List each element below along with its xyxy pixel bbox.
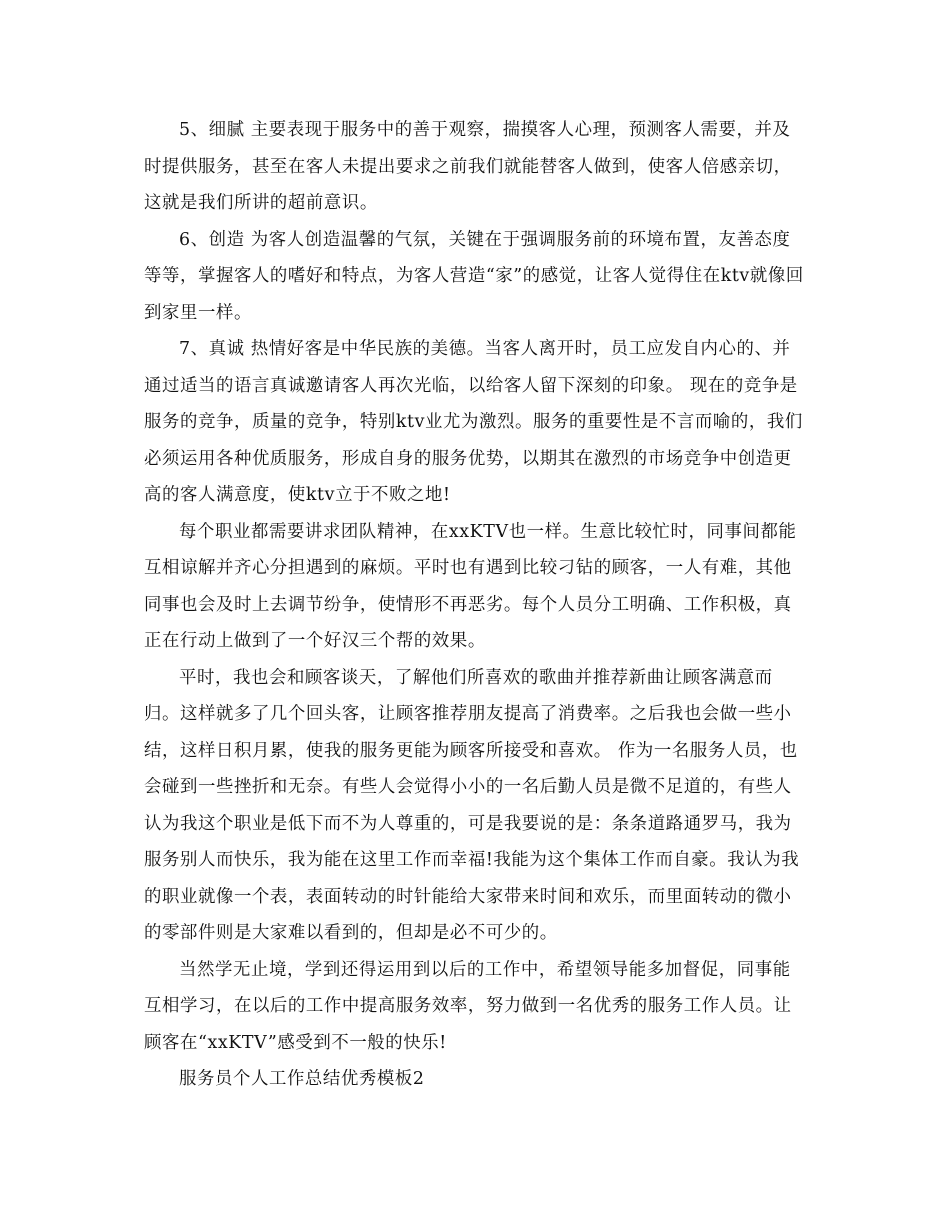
paragraph-item-7-sincere: 7、真诚 热情好客是中华民族的美德。当客人离开时，员工应发自内心的、并通过适当的语言真诚邀请客人再次光临，以给客人留下深刻的印象。 现在的竞争是服务的竞争，质量的竞争，特别ktv业尤为激烈。服务的重要性是不言而喻的，我们必须运用各种优质服务，形成自身的服务优势，以期其在激烈的市场竞争中创造更高的客人满意度，使ktv立于不败之地! xyxy=(144,339,803,505)
document-body xyxy=(144,112,806,1098)
paragraph-customer-chat: 平时，我也会和顾客谈天，了解他们所喜欢的歌曲并推荐新曲让顾客满意而归。这样就多了几个回头客，让顾客推荐朋友提高了消费率。之后我也会做一些小结，这样日积月累，使我的服务更能为顾客所接受和喜欢。 作为一名服务人员，也会碰到一些挫折和无奈。有些人会觉得小小的一名后勤人员是微不足道的，有些人认为我这个职业是低下而不为人尊重的，可是我要说的是：条条道路通罗马，我为服务别人而快乐，我为能在这里工作而幸福!我能为这个集体工作而自豪。我认为我的职业就像一个表，表面转动的时针能给大家带来时间和欢乐，而里面转动的微小的零部件则是大家难以看到的，但却是必不可少的。 xyxy=(144,667,800,943)
paragraph-conclusion: 当然学无止境，学到还得运用到以后的工作中，希望领导能多加督促，同事能互相学习，在以后的工作中提高服务效率，努力做到一名优秀的服务工作人员。让顾客在“xxKTV”感受到不一般的快乐! xyxy=(144,959,792,1053)
paragraph-item-5-delicate: 5、细腻 主要表现于服务中的善于观察，揣摸客人心理，预测客人需要，并及时提供服务，甚至在客人未提出要求之前我们就能替客人做到，使客人倍感亲切，这就是我们所讲的超前意识。 xyxy=(144,120,792,213)
paragraph-item-6-create: 6、创造 为客人创造温馨的气氛，关键在于强调服务前的环境布置，友善态度等等，掌握客人的嗜好和特点，为客人营造“家”的感觉，让客人觉得住在ktv就像回到家里一样。 xyxy=(144,229,804,323)
section-heading: 服务员个人工作总结优秀模板2 xyxy=(179,1069,425,1089)
paragraph-teamwork: 每个职业都需要讲求团队精神，在xxKTV也一样。生意比较忙时，同事间都能互相谅解并齐心分担遇到的麻烦。平时也有遇到比较刁钻的顾客，一人有难，其他同事也会及时上去调节纷争，使情形不再恶劣。每个人员分工明确、工作积极，真正在行动上做到了一个好汉三个帮的效果。 xyxy=(144,521,797,651)
